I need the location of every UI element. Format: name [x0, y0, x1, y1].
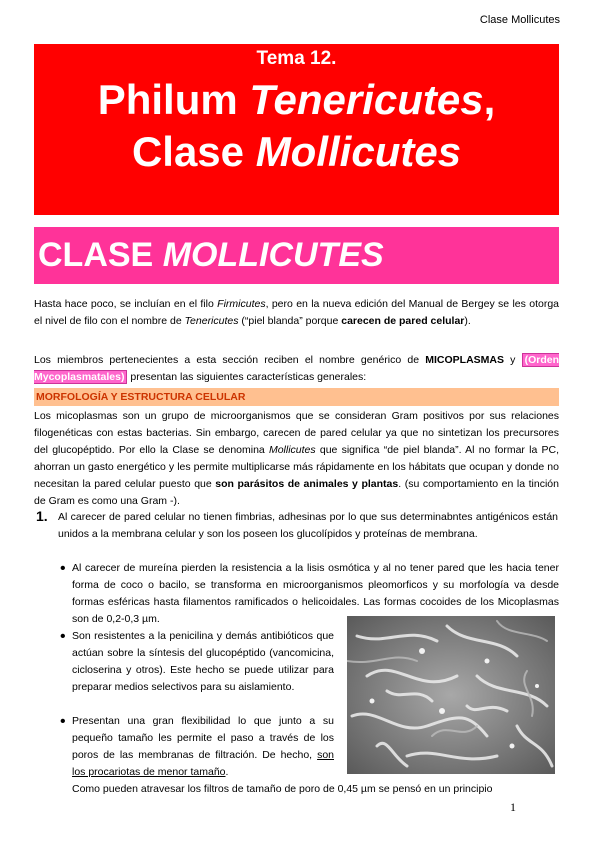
- title-line1-end: ,: [483, 76, 496, 123]
- title-line1-plain: Philum: [97, 76, 250, 123]
- bullet-icon: •: [60, 713, 66, 730]
- page-number: 1: [510, 800, 516, 814]
- bullet-2-text: Son resistentes a la penicilina y demás antibióticos que actúan sobre la síntesis del glucopéptido (vancomicina, cicloserina y otros). Este hecho se puede utilizar para preparar medios selectivos para su aislamiento.: [72, 630, 334, 693]
- bullet-3-continuation: Como pueden atravesar los filtros de tamaño de poro de 0,45 µm se pensó en un principio: [72, 783, 493, 795]
- morphology-paragraph: Los micoplasmas son un grupo de microorganismos que se consideran Gram positivos por sus relaciones filogenéticas con estas bacterias. Sin embargo, carecen de pared celular ya que no sintetizan los precursores del glucopéptido. Por ello la Clase se denomina Mollicutes que significa “de piel blanda”. Al no formar la PC, ahorran un gasto energético y les permite multiplicarse más rápidamente en los hábitats que ocupan y donde no necesitan la pared celular puesto que son parásitos de animales y plantas. (su comportamiento en la tinción de Gram es como una Gram -).: [34, 410, 559, 507]
- title-line2-plain: Clase: [131, 128, 256, 175]
- intro-paragraph-1: Hasta hace poco, se incluían en el filo Firmicutes, pero en la nueva edición del Manual de Bergey se les otorga el nivel de filo con el nombre de Tenericutes (“piel blanda” porque carecen de pared celular).: [34, 298, 559, 327]
- title-line2-italic: Mollicutes: [255, 128, 462, 175]
- bullet-1-text: Al carecer de mureína pierden la resistencia a la lisis osmótica y al no tener pared que les hacia tener forma de coco o bacilo, se transforma en microorganismos pleomorficos y su morfología va desde formas esféricas hasta filamentos ramificados o helicoidales. Las formas cocoides de los Micoplasmas son de 0,2-0,3 µm.: [72, 562, 559, 625]
- topic-number: Tema 12.: [256, 48, 337, 69]
- bullet-3-text: Presentan una gran flexibilidad lo que junto a su pequeño tamaño les permite el paso a través de los poros de las membranas de filtración. De hecho, son los procariotas de menor tamaño.: [72, 715, 334, 778]
- section-title-box: [34, 227, 559, 284]
- micrograph-image: [347, 616, 555, 774]
- title-box: [34, 44, 559, 215]
- morphology-heading: MORFOLOGÍA Y ESTRUCTURA CELULAR: [34, 388, 559, 406]
- running-header: Clase Mollicutes: [479, 14, 560, 26]
- intro-paragraph-2: Los miembros pertenecientes a esta sección reciben el nombre genérico de MICOPLASMAS y (Orden Mycoplasmatales) presentan las siguientes características generales:: [34, 354, 559, 383]
- order-tag: (Orden Mycoplasmatales): [34, 354, 559, 383]
- bullet-icon: •: [60, 560, 66, 577]
- section-title-plain: CLASE: [38, 236, 163, 274]
- section-title-italic: MOLLICUTES: [162, 236, 384, 274]
- mycoplasma-filaments-illustration: [347, 616, 555, 774]
- item-1-text: Al carecer de pared celular no tienen fimbrias, adhesinas por lo que sus determinabntes antigénicos están unidos a la membrana celular y son los poseen los glucolípidos y proteínas de membrana.: [58, 511, 558, 540]
- item-number: 1.: [36, 508, 48, 524]
- title-line1-italic: Tenericutes: [249, 76, 484, 123]
- main-title: [34, 74, 559, 178]
- bullet-icon: •: [60, 628, 66, 645]
